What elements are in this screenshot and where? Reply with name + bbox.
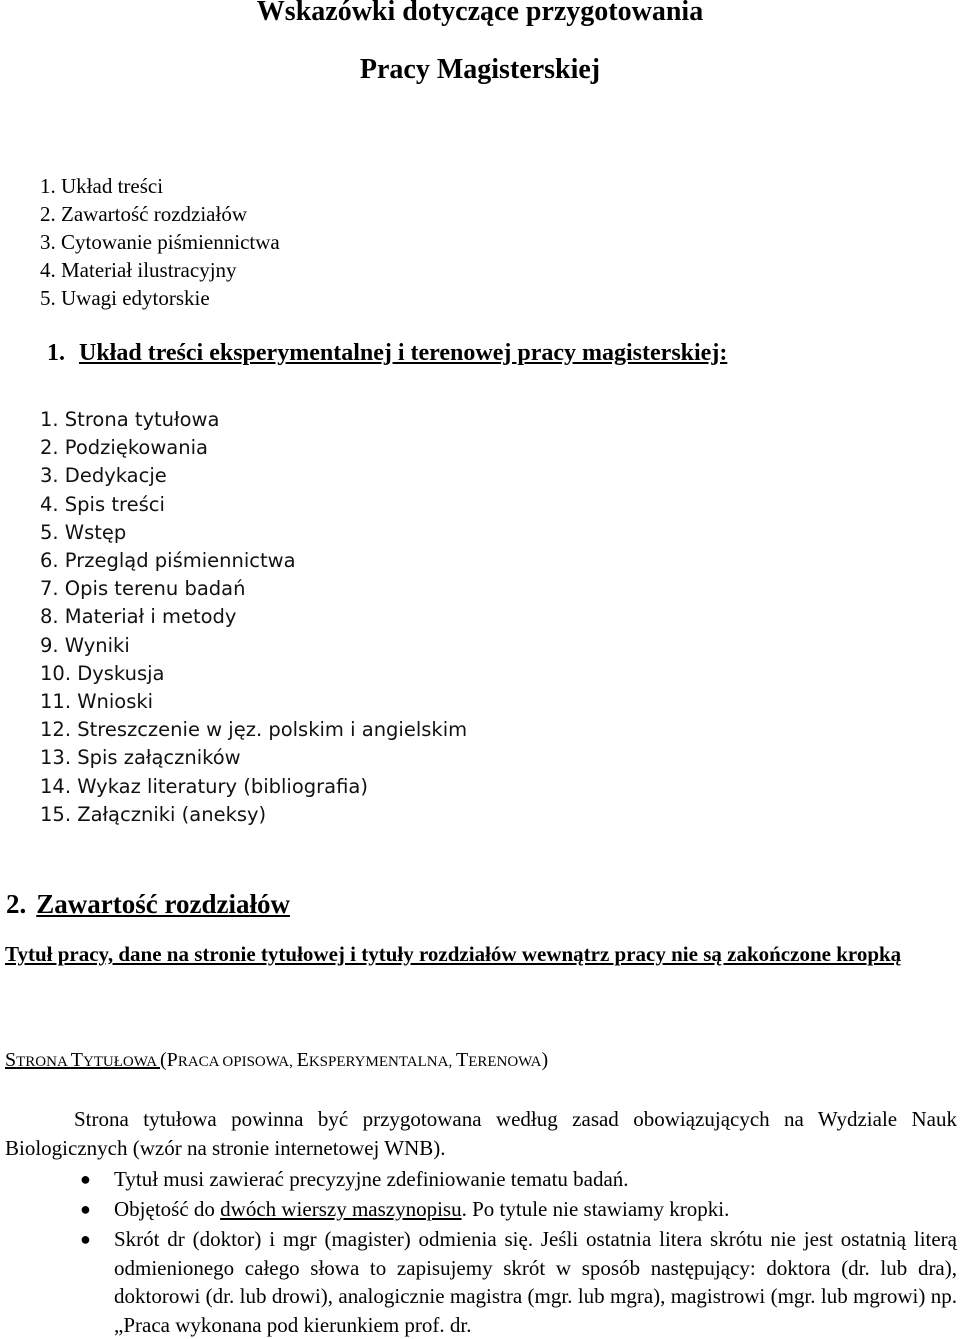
bullet-icon: ● [80, 1169, 91, 1189]
list-item: 7. Opis terenu badań [40, 577, 246, 601]
heading-smallcaps: KSPERYMENTALNA, [308, 1054, 456, 1070]
list-item: 5. Wstęp [40, 520, 127, 544]
document-title-line1: Wskazówki dotyczące przygotowania [256, 0, 704, 27]
heading-letter: (P [160, 1049, 178, 1071]
bullet-icon: ● [80, 1198, 91, 1219]
bullet-item [0, 1225, 960, 1339]
list-item: 1. Strona tytułowa [40, 408, 220, 431]
section1-title: Układ treści eksperymentalnej i terenowej pracy magisterskiej: [79, 340, 728, 366]
section1-structure-list [40, 406, 467, 829]
section2-number: 2. [6, 889, 27, 919]
section2-title: Zawartość rozdziałów [36, 889, 290, 919]
list-item: 4. Spis treści [40, 492, 165, 516]
section2-note-text: Tytuł pracy, dane na stronie tytułowej i tytuły rozdziałów wewnątrz pracy nie są zakończone kropką [5, 942, 902, 966]
heading-smallcaps: YTUŁOWA [82, 1054, 161, 1070]
bullet-text: . Po tytule nie stawiamy kropki. [461, 1196, 730, 1221]
toc-item: 4. Materiał ilustracyjny [40, 258, 237, 282]
heading-letter: E [296, 1049, 309, 1071]
section1-heading [47, 340, 727, 367]
list-item: 13. Spis załączników [40, 746, 241, 770]
heading-smallcaps: ERENOWA [468, 1054, 542, 1070]
title-rules-list [0, 1165, 960, 1339]
bullet-item [0, 1165, 960, 1194]
bullet-text: Objętość do [114, 1196, 221, 1221]
paragraph-text: Strona tytułowa powinna być przygotowana według zasad obowiązujących na Wydziale Nauk Biologicznych (wzór na stronie internetowej WNB). [5, 1107, 957, 1160]
bullet-text: Tytuł musi zawierać precyzyjne zdefiniowanie tematu badań. [114, 1167, 629, 1191]
heading-smallcaps: TRONA [16, 1054, 71, 1070]
bullet-underlined-text: dwóch wierszy maszynopisu [220, 1196, 462, 1221]
toc-item: 3. Cytowanie piśmiennictwa [40, 230, 280, 254]
bullet-icon: ● [80, 1229, 91, 1249]
document-title-line2: Pracy Magisterskiej [359, 54, 601, 85]
toc-item: 5. Uwagi edytorskie [40, 286, 210, 310]
toc-item: 1. Układ treści [40, 174, 164, 198]
heading-letter: ) [541, 1049, 549, 1071]
heading-letter: T [455, 1049, 469, 1071]
heading-letter: T [70, 1049, 83, 1071]
section2-note [5, 940, 957, 969]
list-item: 3. Dedykacje [40, 464, 167, 488]
bullet-text: Skrót dr (doktor) i mgr (magister) odmienia się. Jeśli ostatnia litera skrótu nie jest ostatnią literą odmienionego całego słowa to zapisujemy skrót w sposób następujący: doktora (dr. lub dra), doktorowi (dr. lub drowi), analogicznie magistra (mgr. lub mgra), magistrowi (mgr. lub mgrowi) np. „Praca wykonana pod kierunkiem prof. dr. [114, 1227, 957, 1337]
toc-item: 2. Zawartość rozdziałów [40, 202, 247, 226]
list-item: 11. Wnioski [40, 690, 154, 714]
section2-heading [6, 889, 290, 920]
list-item: 14. Wykaz literatury (bibliografia) [40, 774, 368, 798]
heading-letter: S [5, 1049, 17, 1071]
list-item: 8. Materiał i metody [40, 605, 237, 629]
section1-number: 1. [47, 340, 65, 366]
strona-tytulowa-heading [5, 1049, 548, 1072]
table-of-contents [40, 172, 280, 312]
strona-tytulowa-label [5, 1049, 160, 1071]
bullet-item [0, 1195, 960, 1224]
list-item: 9. Wyniki [40, 633, 130, 657]
list-item: 6. Przegląd piśmiennictwa [40, 549, 296, 573]
strona-tytulowa-paragraph [5, 1105, 957, 1162]
list-item: 2. Podziękowania [40, 436, 208, 460]
heading-smallcaps: RACA OPISOWA, [177, 1054, 297, 1070]
list-item: 12. Streszczenie w jęz. polskim i angielskim [40, 718, 468, 742]
list-item: 10. Dyskusja [40, 661, 165, 685]
list-item: 15. Załączniki (aneksy) [40, 802, 267, 826]
